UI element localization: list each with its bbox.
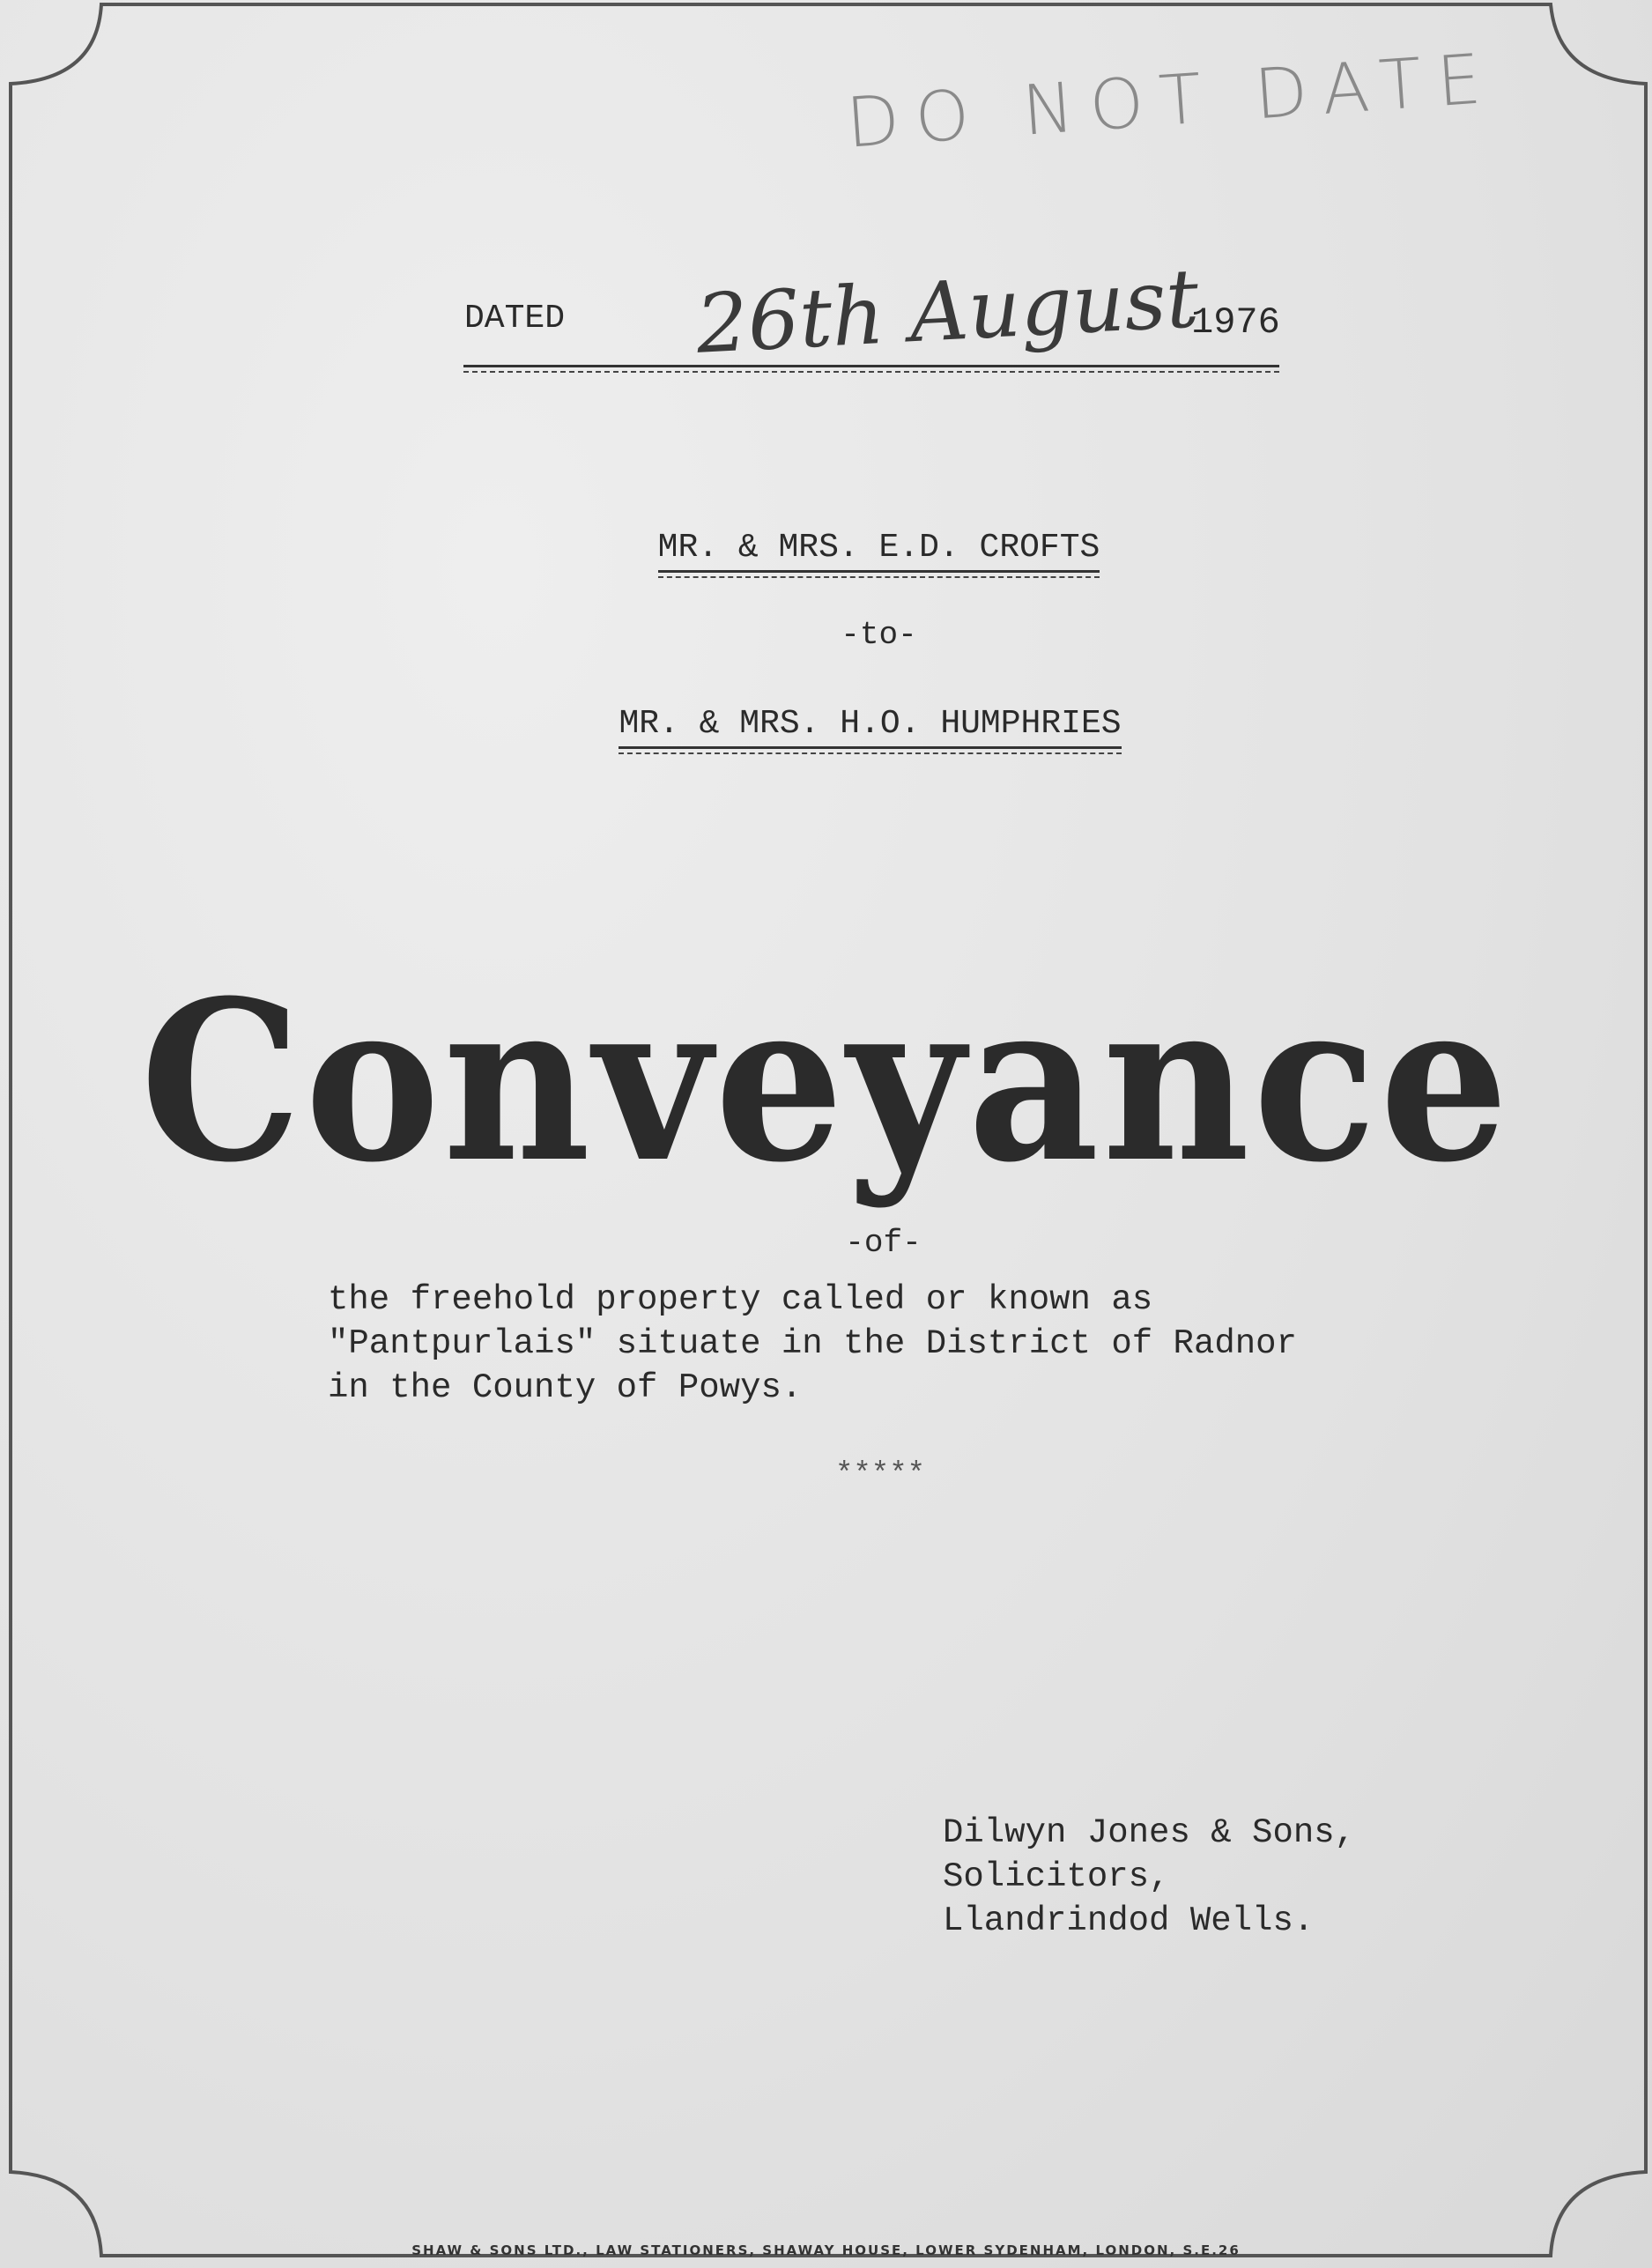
- of-connector: -of-: [845, 1225, 922, 1261]
- solicitors-line-2: Solicitors,: [943, 1857, 1170, 1896]
- document-title: Conveyance: [140, 952, 1512, 1211]
- parties-connector: -to-: [841, 617, 917, 653]
- property-description: [328, 1278, 1297, 1410]
- property-line-2: "Pantpurlais" situate in the District of Radnor: [328, 1324, 1297, 1363]
- grantee: MR. & MRS. H.O. HUMPHRIES: [619, 705, 1122, 743]
- dated-label: DATED: [464, 300, 566, 337]
- solicitors-line-1: Dilwyn Jones & Sons,: [943, 1813, 1356, 1852]
- grantor: MR. & MRS. E.D. CROFTS: [657, 529, 1100, 567]
- parties-block: [0, 529, 1652, 578]
- date-underline: [463, 365, 1279, 373]
- solicitors-line-3: Llandrindod Wells.: [943, 1901, 1315, 1940]
- year: 1976: [1191, 301, 1280, 344]
- grantor-underline: [658, 570, 1100, 578]
- separator: *****: [835, 1458, 926, 1492]
- printer-footer: SHAW & SONS LTD., LAW STATIONERS, SHAWAY HOUSE, LOWER SYDENHAM, LONDON, S.E.26: [411, 2242, 1241, 2258]
- solicitors-block: [943, 1811, 1355, 1943]
- property-line-3: in the County of Powys.: [328, 1368, 803, 1407]
- property-line-1: the freehold property called or known as: [328, 1280, 1153, 1319]
- pencil-note: DO NOT DATE: [843, 39, 1500, 164]
- grantee-underline: [619, 746, 1121, 754]
- handwritten-date: 26th August: [693, 251, 1201, 372]
